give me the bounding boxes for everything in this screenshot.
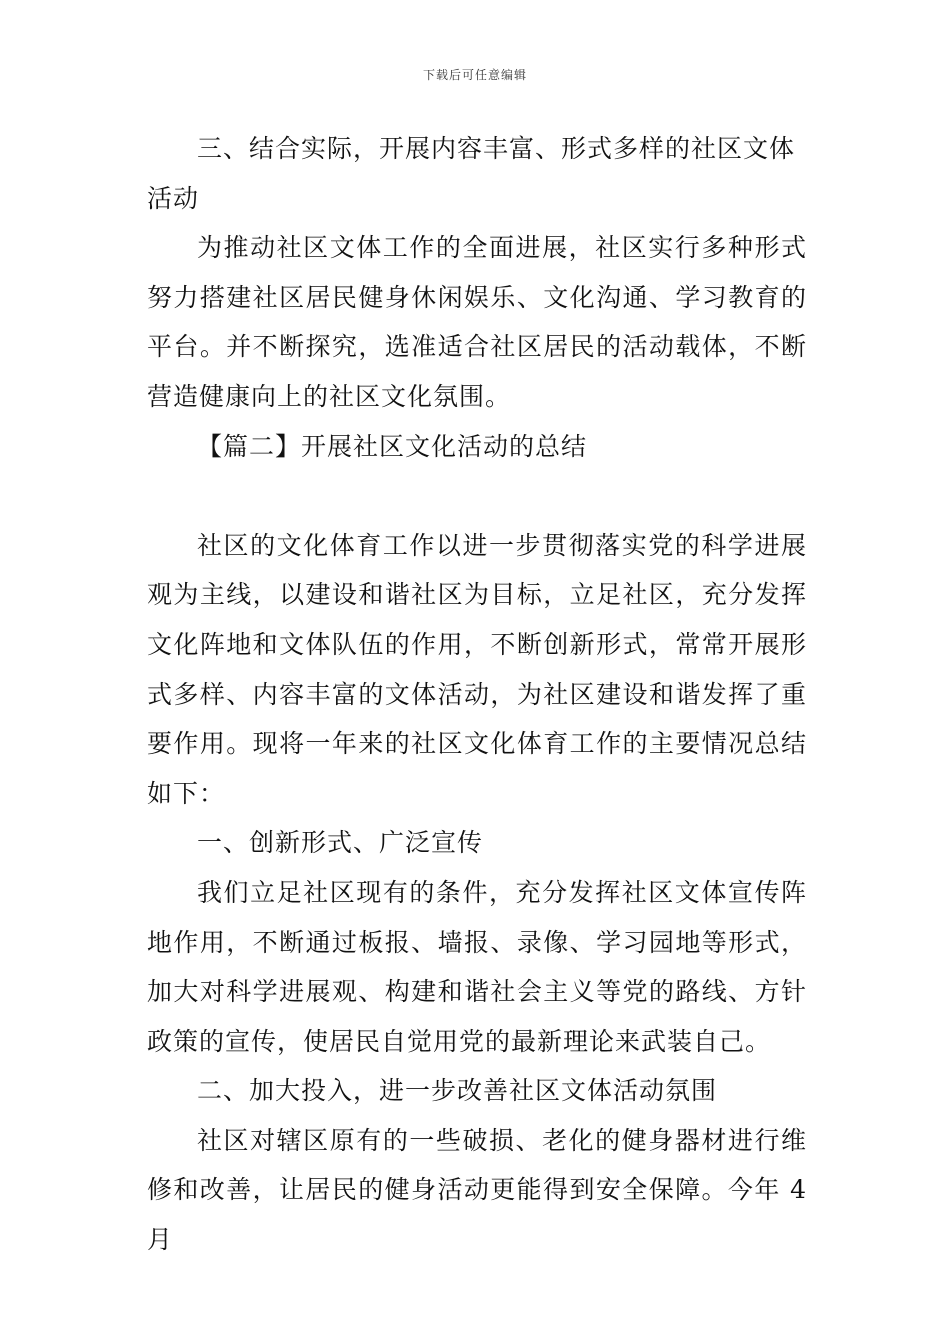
body-paragraph: 我们立足社区现有的条件，充分发挥社区文体宣传阵地作用，不断通过板报、墙报、录像、学习园地等形式，加大对科学进展观、构建和谐社会主义等党的路线、方针政策的宣传，使居民自觉用党的最新理论来武装自己。 <box>147 877 807 1056</box>
body-paragraph: 为推动社区文体工作的全面进展，社区实行多种形式努力搭建社区居民健身休闲娱乐、文化沟通、学习教育的平台。并不断探究，选准适合社区居民的活动载体，不断营造健康向上的社区文化氛围。 <box>147 233 807 411</box>
header-note: 下载后可任意编辑 <box>422 68 527 82</box>
section-heading-1: 一、创新形式、广泛宣传 <box>197 828 484 858</box>
body-paragraph: 社区的文化体育工作以进一步贯彻落实党的科学进展观为主线，以建设和谐社区为目标，立足社区，充分发挥文化阵地和文体队伍的作用，不断创新形式，常常开展形式多样、内容丰富的文体活动，为社区建设和谐发挥了重要作用。现将一年来的社区文化体育工作的主要情况总结如下： <box>147 530 807 808</box>
blank-line <box>147 471 807 521</box>
section-heading-3: 三、结合实际，开展内容丰富、形式多样的社区文体活动 <box>147 134 796 213</box>
body-paragraph: 社区对辖区原有的一些破损、老化的健身器材进行维修和改善，让居民的健身活动更能得到安全保障。今年 4 月 <box>147 1125 807 1255</box>
document-body <box>147 124 807 1265</box>
article-title-part-2: 【篇二】开展社区文化活动的总结 <box>197 431 588 461</box>
section-heading-2: 二、加大投入，进一步改善社区文体活动氛围 <box>197 1076 718 1106</box>
